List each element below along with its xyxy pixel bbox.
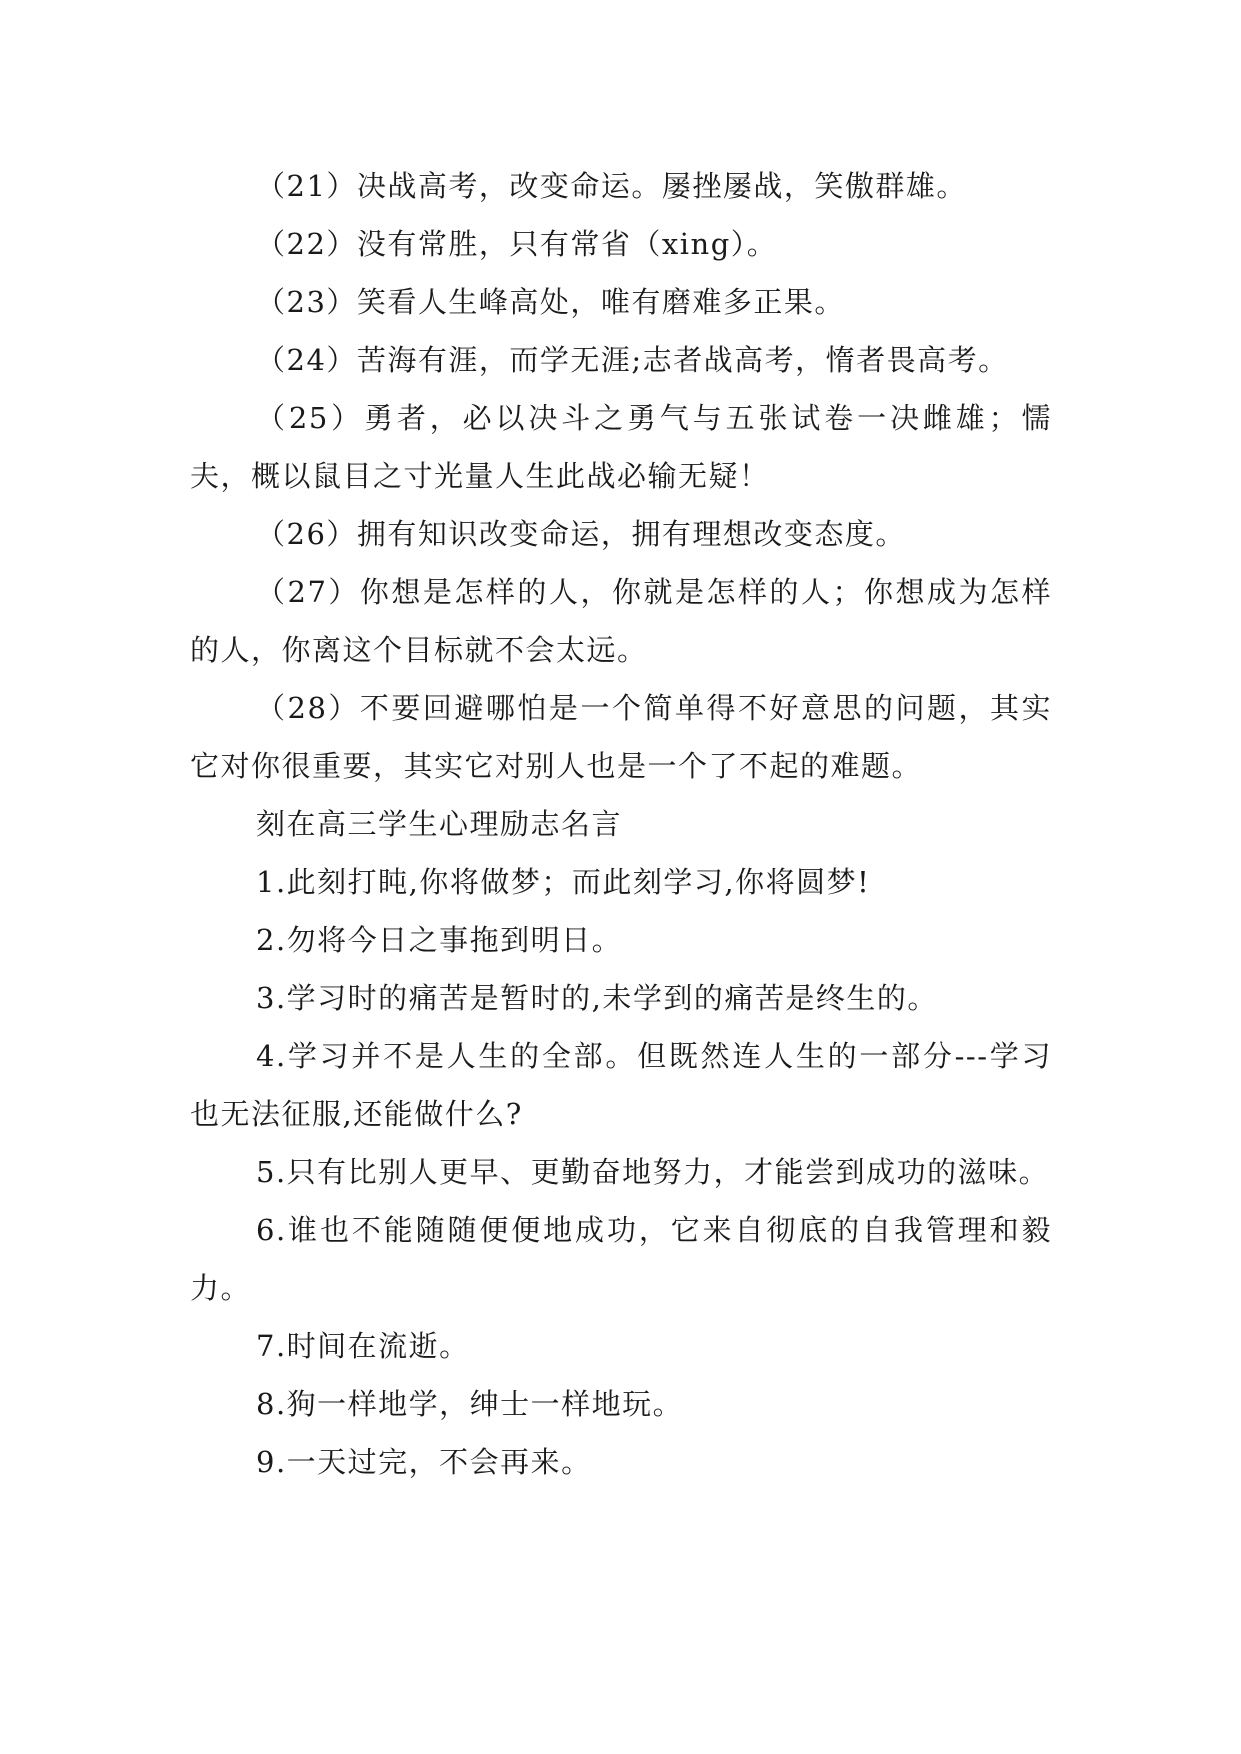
motto-8: 8.狗一样地学，绅士一样地玩。	[256, 1387, 684, 1421]
motto-1: 1.此刻打盹,你将做梦；而此刻学习,你将圆梦!	[256, 865, 871, 899]
quote-28: （28）不要回避哪怕是一个简单得不好意思的问题，其实它对你很重要，其实它对别人也是一个了不起的难题。	[190, 691, 1052, 783]
quote-27: （27）你想是怎样的人，你就是怎样的人；你想成为怎样的人，你离这个目标就不会太远。	[190, 575, 1052, 667]
quote-21: （21）决战高考，改变命运。屡挫屡战，笑傲群雄。	[256, 169, 967, 203]
quote-24: （24）苦海有涯，而学无涯;志者战高考，惰者畏高考。	[256, 343, 1009, 377]
motto-5: 5.只有比别人更早、更勤奋地努力，才能尝到成功的滋味。	[256, 1155, 1050, 1189]
motto-6: 6.谁也不能随随便便地成功，它来自彻底的自我管理和毅力。	[190, 1213, 1052, 1305]
quote-26: （26）拥有知识改变命运，拥有理想改变态度。	[256, 517, 906, 551]
motto-4: 4.学习并不是人生的全部。但既然连人生的一部分---学习也无法征服,还能做什么?	[190, 1039, 1052, 1131]
motto-3: 3.学习时的痛苦是暂时的,未学到的痛苦是终生的。	[256, 981, 938, 1015]
motto-9: 9.一天过完，不会再来。	[256, 1445, 592, 1479]
section-heading: 刻在高三学生心理励志名言	[256, 807, 623, 841]
quote-25: （25）勇者，必以决斗之勇气与五张试卷一决雌雄；懦夫，概以鼠目之寸光量人生此战必输无疑！	[190, 401, 1052, 493]
motto-2: 2.勿将今日之事拖到明日。	[256, 923, 623, 957]
document-body	[190, 157, 1052, 1491]
motto-7: 7.时间在流逝。	[256, 1329, 470, 1363]
quote-22: （22）没有常胜，只有常省（xing）。	[256, 227, 778, 261]
quote-23: （23）笑看人生峰高处，唯有磨难多正果。	[256, 285, 845, 319]
